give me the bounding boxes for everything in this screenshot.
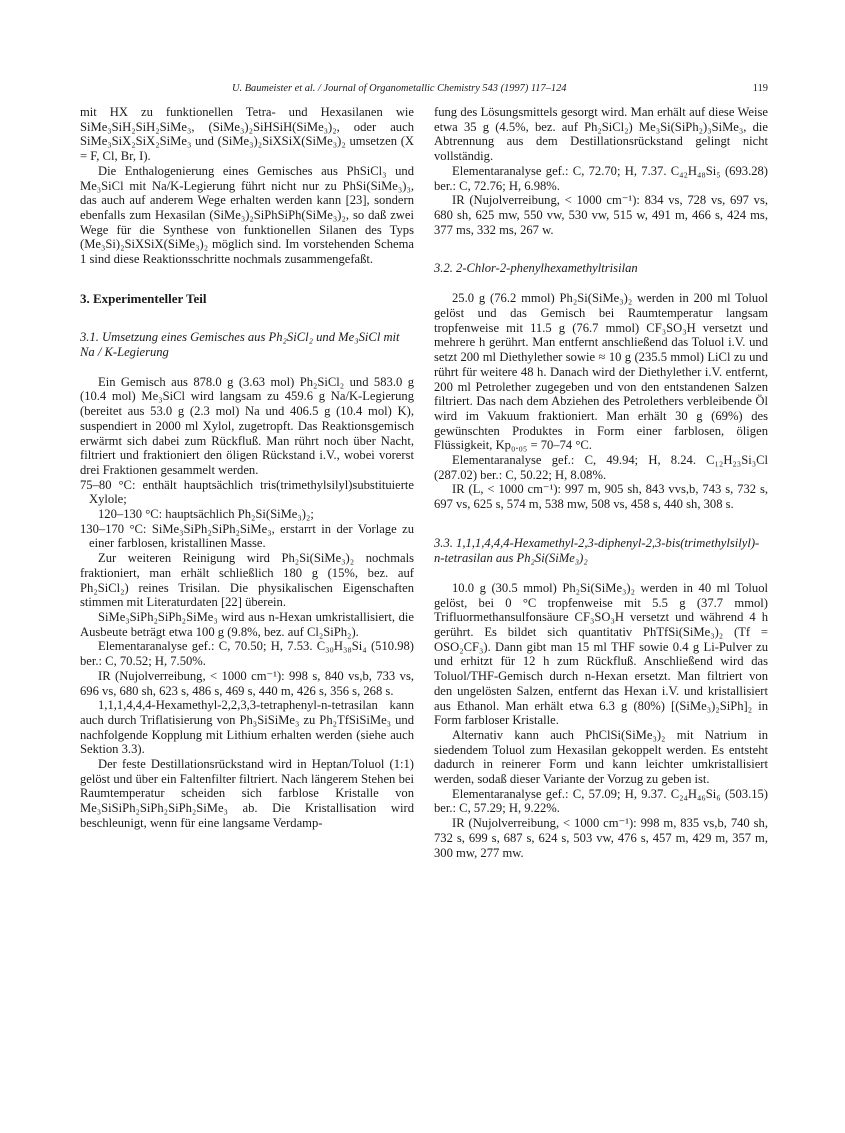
right-column (434, 105, 768, 860)
section-heading: 3. Experimenteller Teil (80, 290, 207, 306)
subsection-heading: 3.1. Umsetzung eines Gemisches aus Ph₂SiCl₂ und Me₃SiCl mit Na / K-Legierung (80, 329, 400, 359)
fraction-item: 120–130 °C: hauptsächlich Ph₂Si(SiMe₃)₂; (98, 507, 314, 522)
subsection-heading: 3.2. 2-Chlor-2-phenylhexamethyltrisilan (434, 261, 638, 276)
paragraph: IR (Nujolverreibung, < 1000 cm⁻¹): 834 vs, 728 vs, 697 vs, 680 sh, 625 mw, 550 vw, 530 vw, 515 w, 491 m, 466 s, 424 ms, 377 ms, 332 ms, 267 w. (434, 193, 768, 237)
paragraph: 25.0 g (76.2 mmol) Ph₂Si(SiMe₃)₂ werden in 200 ml Toluol gelöst und das Gemisch bei Raumtemperatur langsam tropfenweise mit 11.5 g (76.7 mmol) CF₃SO₃H versetzt und mehrere h gerührt. Man entfernt anschließend das Toluol i.V. und setzt 200 ml Diethylether sowie ≈ 10 g (235.5 mmol) LiCl zu und rührt für weitere 48 h. Danach wird der Diethylether i.V. entfernt, 200 ml Petrolether zugegeben und von den entstandenen Salzen filtriert. Das nach dem Abziehen des Petrolethers verbleibende Öl wird im Vakuum fraktioniert. Man erhält 30 g (69%) des gewünschten Produktes in Form einer farblosen, öligen Flüssigkeit, Kp₀.₀₅ = 70–74 °C. (434, 291, 768, 453)
subsection-heading: 3.3. 1,1,1,4,4,4-Hexamethyl-2,3-diphenyl-2,3-bis(trimethylsilyl)-n-tetrasilan aus Ph₂Si(SiMe₃)₂ (434, 535, 760, 565)
paragraph: Alternativ kann auch PhClSi(SiMe₃)₂ mit Natrium in siedendem Toluol zum Hexasilan gekoppelt werden. Es entsteht dadurch in reinerer Form und kann leichter umkristallisiert werden, sodaß dieser Variante der Vorzug zu geben ist. (434, 727, 768, 787)
paragraph: 1,1,1,4,4,4-Hexamethyl-2,2,3,3-tetraphenyl-n-tetrasilan kann auch durch Triflatisierung von Ph₃SiSiMe₃ zu Ph₂TfSiSiMe₃ und nachfolgende Kopplung mit Lithium erhalten werden (siehe auch Sektion 3.3). (80, 698, 414, 757)
paragraph: Zur weiteren Reinigung wird Ph₂Si(SiMe₃)₂ nochmals fraktioniert, man erhält schließlich 180 g (15%, bez. auf Ph₂SiCl₂) reines Trisilan. Die physikalischen Eigenschaften stimmen mit Literaturdaten [22] überein. (80, 551, 414, 610)
paragraph: Ein Gemisch aus 878.0 g (3.63 mol) Ph₂SiCl₂ und 583.0 g (10.4 mol) Me₃SiCl wird langsam zu 459.6 g Na/K-Legierung (bereitet aus 53.0 g (2.3 mol) Na und 406.5 g (10.4 mol) K), suspendiert in 2000 ml Xylol, zugetropft. Das Reaktionsgemisch erwärmt sich dabei zum Rückfluß. Man rührt noch über Nacht, filtriert und fraktioniert den öligen Rückstand i.V., wobei vorerst drei Fraktionen gesammelt werden. (80, 374, 414, 477)
paragraph: IR (Nujolverreibung, < 1000 cm⁻¹): 998 s, 840 vs,b, 733 vs, 696 vs, 680 sh, 623 s, 486 s, 469 s, 440 m, 426 s, 356 s, 268 s. (80, 668, 414, 698)
paragraph: IR (L, < 1000 cm⁻¹): 997 m, 905 sh, 843 vvs,b, 743 s, 732 s, 697 vs, 625 s, 574 m, 538 mw, 508 vs, 458 s, 440 sh, 308 s. (434, 482, 768, 512)
paragraph: mit HX zu funktionellen Tetra- und Hexasilanen wie SiMe₃SiH₂SiH₂SiMe₃, (SiMe₃)₂SiHSiH(SiMe₃)₂, oder auch SiMe₃SiX₂SiX₂SiMe₃ und (SiMe₃)₂SiXSiX(SiMe₃)₂ umsetzen (X = F, Cl, Br, I). (80, 105, 414, 164)
paragraph: Der feste Destillationsrückstand wird in Heptan/Toluol (1:1) gelöst und über ein Faltenfilter filtriert. Nach längerem Stehen bei Raumtemperatur scheiden sich farblose Kristalle von Me₃SiSiPh₂SiPh₂SiPh₂SiMe₃ ab. Die Kristallisation wird beschleunigt, wenn für eine langsame Verdamp- (80, 757, 414, 830)
running-title: U. Baumeister et al. / Journal of Organometallic Chemistry 543 (1997) 117–124 (232, 83, 567, 94)
page-number: 119 (752, 83, 768, 94)
paragraph: Die Enthalogenierung eines Gemisches aus PhSiCl₃ und Me₃SiCl mit Na/K-Legierung führt nicht nur zu PhSi(SiMe₃)₃, das auch auf anderem Wege erhalten werden kann [23], sondern ebenfalls zum Hexasilan (SiMe₃)₂SiPhSiPh(SiMe₃)₂, so daß zwei Wege für die Synthese von funktionellen Silanen des Typs (Me₃Si)₂SiXSiX(SiMe₃)₂ möglich sind. Im vorstehenden Schema 1 sind diese Reaktionsschritte nochmals zusammengefaßt. (80, 163, 414, 267)
paragraph: 10.0 g (30.5 mmol) Ph₂Si(SiMe₃)₂ werden in 40 ml Toluol gelöst, bei 0 °C tropfenweise mit 5.5 g (37.7 mmol) Trifluormethansulfonsäure CF₃SO₃H versetzt und während 4 h gerührt. Es bildet sich quantitativ PhTfSi(SiMe₃)₂ (Tf = OSO₂CF₃). Dann gibt man 15 ml THF sowie 0.4 g Li-Pulver zu und erhitzt für 12 h zum Rückfluß. Anschließend wird das Toluol/THF-Gemisch durch n-Hexan ersetzt. Man filtriert von den ungelösten Salzen, entfernt das Hexan i.V. und kristallisiert aus Ethanol. Man erhält etwa 6.3 g (80%) [(SiMe₃)₂SiPh]₂ in Form farbloser Kristalle. (434, 580, 768, 728)
paragraph: IR (Nujolverreibung, < 1000 cm⁻¹): 998 m, 835 vs,b, 740 sh, 732 s, 699 s, 687 s, 624 s, 503 vw, 476 s, 457 m, 429 m, 357 m, 300 mw, 277 mw. (434, 816, 768, 860)
paragraph: Elementaranalyse gef.: C, 70.50; H, 7.53. C₃₀H₃₈Si₄ (510.98) ber.: C, 70.52; H, 7.50%. (80, 639, 414, 669)
left-column (80, 105, 414, 831)
paragraph: fung des Lösungsmittels gesorgt wird. Man erhält auf diese Weise etwa 35 g (4.5%, bez. auf Ph₂SiCl₂) Me₃Si(SiPh₂)₃SiMe₃, die Abtrennung aus dem Destillationsrückstand gelingt nicht vollständig. (434, 105, 768, 164)
paragraph: Elementaranalyse gef.: C, 57.09; H, 9.37. C₂₄H₄₆Si₆ (503.15) ber.: C, 57.29; H, 9.22%. (434, 786, 768, 816)
paragraph: SiMe₃SiPh₂SiPh₂SiMe₃ wird aus n-Hexan umkristallisiert, die Ausbeute beträgt etwa 100 g (9.8%, bez. auf Cl₂SiPh₂). (80, 609, 414, 639)
fraction-item: 75–80 °C: enthält hauptsächlich tris(trimethylsilyl)substituierte Xylole; (80, 477, 414, 507)
paragraph: Elementaranalyse gef.: C, 72.70; H, 7.37. C₄₂H₄₈Si₅ (693.28) ber.: C, 72.76; H, 6.98%. (434, 163, 768, 193)
paragraph: Elementaranalyse gef.: C, 49.94; H, 8.24. C₁₂H₂₃Si₃Cl (287.02) ber.: C, 50.22; H, 8.08%. (434, 453, 768, 482)
fraction-item: 130–170 °C: SiMe₃SiPh₂SiPh₂SiMe₃, erstarrt in der Vorlage zu einer farblosen, kristallinen Masse. (80, 521, 414, 551)
